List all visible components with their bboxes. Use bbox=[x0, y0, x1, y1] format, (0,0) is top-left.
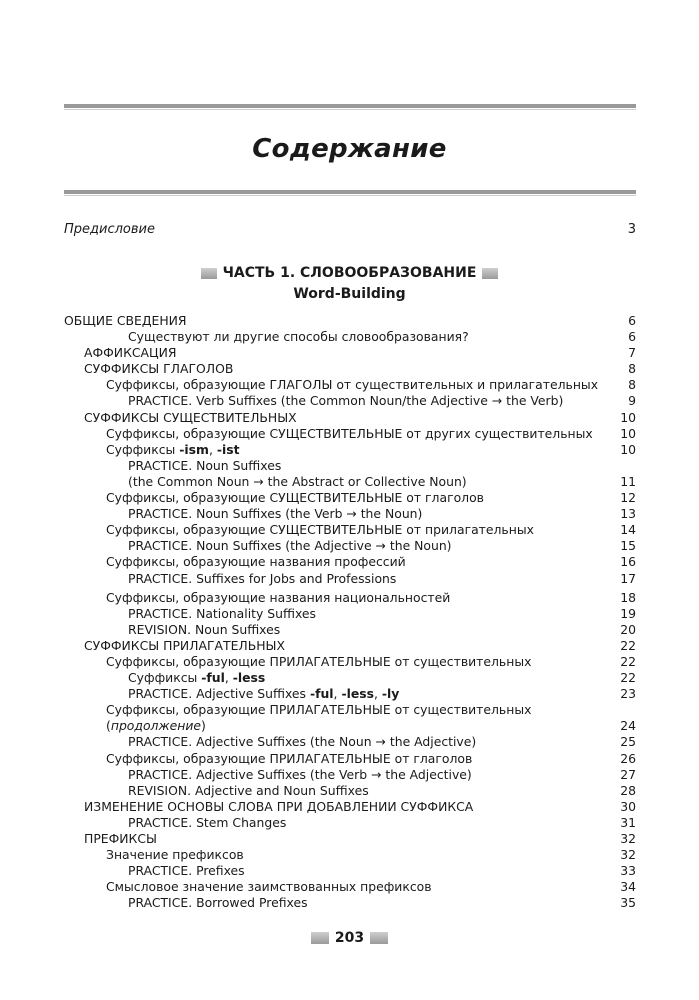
toc-entry-text: , bbox=[333, 686, 342, 702]
toc-entry-page: 27 bbox=[620, 766, 636, 782]
toc-entry[interactable] bbox=[64, 863, 636, 879]
toc-entry[interactable] bbox=[64, 847, 636, 863]
toc-entry-text: , bbox=[208, 441, 217, 457]
part-title: ЧАСТЬ 1. СЛОВООБРАЗОВАНИЕ bbox=[222, 265, 477, 281]
toc-entry-label bbox=[128, 670, 265, 686]
toc-entry[interactable] bbox=[64, 554, 636, 570]
toc-entry[interactable] bbox=[64, 799, 636, 815]
toc-entry-text: Суффиксы bbox=[106, 441, 180, 457]
page-footer bbox=[0, 930, 699, 946]
toc-entry-label: ОБЩИЕ СВЕДЕНИЯ bbox=[64, 313, 187, 328]
toc-entry-page: 22 bbox=[620, 670, 636, 686]
toc-entry-page: 30 bbox=[620, 798, 636, 814]
toc-entry-label: СУФФИКСЫ ПРИЛАГАТЕЛЬНЫХ bbox=[84, 637, 285, 653]
toc-entry[interactable] bbox=[64, 313, 636, 329]
toc-entry[interactable] bbox=[64, 686, 636, 702]
toc-entry-page: 23 bbox=[620, 686, 636, 702]
toc-entry[interactable] bbox=[64, 538, 636, 554]
toc-entry[interactable] bbox=[64, 410, 636, 426]
page-number: 203 bbox=[334, 930, 365, 946]
toc-entry-page: 7 bbox=[628, 345, 636, 361]
toc-entry-label: Суффиксы, образующие названия профессий bbox=[106, 554, 406, 570]
toc-entry-label: PRACTICE. Nationality Suffixes bbox=[128, 605, 317, 621]
toc-entry-label: Суффиксы, образующие ПРИЛАГАТЕЛЬНЫЕ от глаголов bbox=[106, 750, 473, 766]
toc-entry[interactable] bbox=[64, 522, 636, 538]
toc-entry[interactable] bbox=[64, 734, 636, 750]
part-heading bbox=[0, 263, 699, 302]
toc-entry-label bbox=[106, 718, 206, 734]
toc-entry-page: 34 bbox=[620, 879, 636, 895]
toc-entry[interactable] bbox=[64, 329, 636, 345]
toc-entry[interactable] bbox=[64, 458, 636, 474]
toc-entry[interactable] bbox=[64, 426, 636, 442]
toc-list bbox=[64, 313, 636, 911]
toc-entry-text: ) bbox=[201, 718, 206, 734]
toc-entry-page: 15 bbox=[620, 538, 636, 554]
toc-entry-label: Суффиксы, образующие ПРИЛАГАТЕЛЬНЫЕ от существительных bbox=[106, 653, 532, 669]
toc-entry-label: PRACTICE. Suffixes for Jobs and Professions bbox=[128, 570, 397, 586]
preface-label: Предисловие bbox=[64, 222, 155, 237]
suffix-term: -ism bbox=[179, 441, 209, 457]
toc-entry-label: PRACTICE. Stem Changes bbox=[128, 814, 287, 830]
toc-entry-page: 10 bbox=[620, 409, 636, 425]
toc-entry-text: , bbox=[373, 686, 382, 702]
toc-entry-page: 18 bbox=[620, 589, 636, 605]
toc-entry[interactable] bbox=[64, 895, 636, 911]
toc-entry[interactable] bbox=[64, 654, 636, 670]
toc-entry[interactable] bbox=[64, 506, 636, 522]
toc-entry[interactable] bbox=[64, 474, 636, 490]
toc-entry-label: Суффиксы, образующие ГЛАГОЛЫ от существительных и прилагательных bbox=[106, 377, 599, 393]
toc-entry-label: Значение префиксов bbox=[106, 847, 244, 863]
toc-entry-page: 31 bbox=[620, 814, 636, 830]
toc-entry[interactable] bbox=[64, 361, 636, 377]
toc-entry[interactable] bbox=[64, 571, 636, 587]
toc-entry[interactable] bbox=[64, 590, 636, 606]
toc-entry-label: ИЗМЕНЕНИЕ ОСНОВЫ СЛОВА ПРИ ДОБАВЛЕНИИ СУФФИКСА bbox=[84, 798, 474, 814]
toc-entry-page: 11 bbox=[620, 473, 636, 489]
toc-entry-label: ПРЕФИКСЫ bbox=[84, 831, 157, 846]
toc-entry-page: 32 bbox=[620, 847, 636, 863]
toc-entry[interactable] bbox=[64, 377, 636, 393]
toc-entry[interactable] bbox=[64, 345, 636, 361]
toc-entry[interactable] bbox=[64, 670, 636, 686]
toc-entry[interactable] bbox=[64, 783, 636, 799]
toc-entry-page: 26 bbox=[620, 750, 636, 766]
toc-entry-page: 28 bbox=[620, 782, 636, 798]
part-subtitle: Word-Building bbox=[293, 286, 406, 302]
toc-entry-text: ( bbox=[106, 718, 111, 734]
toc-entry-page: 20 bbox=[620, 621, 636, 637]
toc-entry-label: АФФИКСАЦИЯ bbox=[84, 345, 177, 361]
toc-entry-page: 22 bbox=[620, 637, 636, 653]
toc-entry-page: 10 bbox=[620, 441, 636, 457]
suffix-term: -ful bbox=[309, 686, 334, 702]
toc-entry-label: PRACTICE. Noun Suffixes (the Adjective → the Noun) bbox=[128, 538, 452, 554]
toc-entry-page: 22 bbox=[620, 653, 636, 669]
suffix-term: -less bbox=[341, 686, 374, 702]
toc-entry-label: REVISION. Noun Suffixes bbox=[128, 621, 281, 637]
toc-entry[interactable] bbox=[64, 393, 636, 409]
toc-entry[interactable] bbox=[64, 831, 636, 847]
toc-entry[interactable] bbox=[64, 606, 636, 622]
toc-entry-label: Суффиксы, образующие ПРИЛАГАТЕЛЬНЫЕ от существительных bbox=[106, 702, 532, 718]
toc-entry-label: Суффиксы, образующие СУЩЕСТВИТЕЛЬНЫЕ от глаголов bbox=[106, 490, 484, 506]
suffix-term: -ful bbox=[201, 670, 225, 686]
toc-entry-page: 6 bbox=[628, 329, 636, 345]
square-bullet-icon bbox=[311, 932, 329, 944]
toc-entry-page: 13 bbox=[620, 506, 636, 522]
toc-entry-label bbox=[128, 686, 399, 702]
toc-entry-label: REVISION. Adjective and Noun Suffixes bbox=[128, 782, 369, 798]
toc-entry[interactable] bbox=[64, 490, 636, 506]
toc-entry-label: (the Common Noun → the Abstract or Collective Noun) bbox=[128, 473, 467, 489]
toc-entry-label: Смысловое значение заимствованных префиксов bbox=[106, 879, 432, 895]
toc-entry-label: PRACTICE. Adjective Suffixes (the Noun → the Adjective) bbox=[128, 734, 477, 750]
preface-page: 3 bbox=[627, 222, 636, 237]
toc-entry-page: 10 bbox=[620, 425, 636, 441]
toc-entry-label: PRACTICE. Noun Suffixes bbox=[128, 457, 282, 473]
toc-entry-page: 33 bbox=[620, 863, 636, 879]
toc-entry-label: PRACTICE. Prefixes bbox=[128, 863, 245, 879]
toc-entry[interactable] bbox=[64, 879, 636, 895]
toc-entry-page: 25 bbox=[620, 734, 636, 750]
toc-entry-label: Существуют ли другие способы словообразования? bbox=[128, 329, 469, 345]
toc-entry-text: PRACTICE. Adjective Suffixes bbox=[128, 686, 310, 702]
toc-entry-italic: продолжение bbox=[110, 718, 202, 734]
toc-entry-label: PRACTICE. Noun Suffixes (the Verb → the Noun) bbox=[128, 506, 423, 522]
toc-entry[interactable] bbox=[64, 638, 636, 654]
toc-preface-row[interactable] bbox=[64, 222, 636, 237]
toc-entry[interactable] bbox=[64, 815, 636, 831]
toc-entry-page: 19 bbox=[620, 605, 636, 621]
suffix-term: -less bbox=[232, 670, 266, 686]
toc-entry[interactable] bbox=[64, 751, 636, 767]
square-bullet-icon bbox=[201, 268, 217, 279]
toc-entry-label: СУФФИКСЫ ГЛАГОЛОВ bbox=[84, 361, 234, 377]
toc-entry-label: Суффиксы, образующие СУЩЕСТВИТЕЛЬНЫЕ от прилагательных bbox=[106, 522, 534, 538]
toc-entry-label: PRACTICE. Verb Suffixes (the Common Noun/the Adjective → the Verb) bbox=[128, 393, 564, 409]
toc-entry-label: Суффиксы, образующие названия национальностей bbox=[106, 589, 451, 605]
toc-entry-page: 35 bbox=[620, 895, 636, 911]
toc-entry[interactable] bbox=[64, 718, 636, 734]
toc-entry-label: PRACTICE. Adjective Suffixes (the Verb → the Adjective) bbox=[128, 766, 472, 782]
toc-entry-page: 6 bbox=[628, 313, 636, 328]
title-bottom-rule bbox=[64, 190, 636, 194]
toc-entry-label bbox=[106, 442, 240, 458]
toc-entry-page: 12 bbox=[620, 490, 636, 506]
toc-entry-page: 17 bbox=[620, 570, 636, 586]
suffix-term: -ly bbox=[381, 686, 400, 702]
page-title: Содержание bbox=[252, 134, 447, 164]
toc-entry-page: 32 bbox=[620, 831, 636, 846]
suffix-term: -ist bbox=[216, 441, 240, 457]
toc-entry-page: 8 bbox=[628, 377, 636, 393]
toc-entry[interactable] bbox=[64, 622, 636, 638]
toc-entry-text: , bbox=[224, 670, 233, 686]
toc-entry-page: 16 bbox=[620, 554, 636, 570]
toc-entry-page: 14 bbox=[620, 522, 636, 538]
top-rule bbox=[64, 104, 636, 108]
square-bullet-icon bbox=[370, 932, 388, 944]
toc-entry[interactable] bbox=[64, 702, 636, 718]
toc-entry-page: 9 bbox=[628, 393, 636, 409]
square-bullet-icon bbox=[482, 268, 498, 279]
toc-entry[interactable] bbox=[64, 767, 636, 783]
toc-entry[interactable] bbox=[64, 442, 636, 458]
toc-entry-label: PRACTICE. Borrowed Prefixes bbox=[128, 895, 308, 911]
toc-entry-page: 24 bbox=[620, 718, 636, 734]
toc-entry-text: Суффиксы bbox=[128, 670, 202, 686]
toc-entry-label: Суффиксы, образующие СУЩЕСТВИТЕЛЬНЫЕ от других существительных bbox=[106, 425, 593, 441]
toc-entry-label: СУФФИКСЫ СУЩЕСТВИТЕЛЬНЫХ bbox=[84, 409, 297, 425]
toc-entry-page: 8 bbox=[628, 361, 636, 377]
